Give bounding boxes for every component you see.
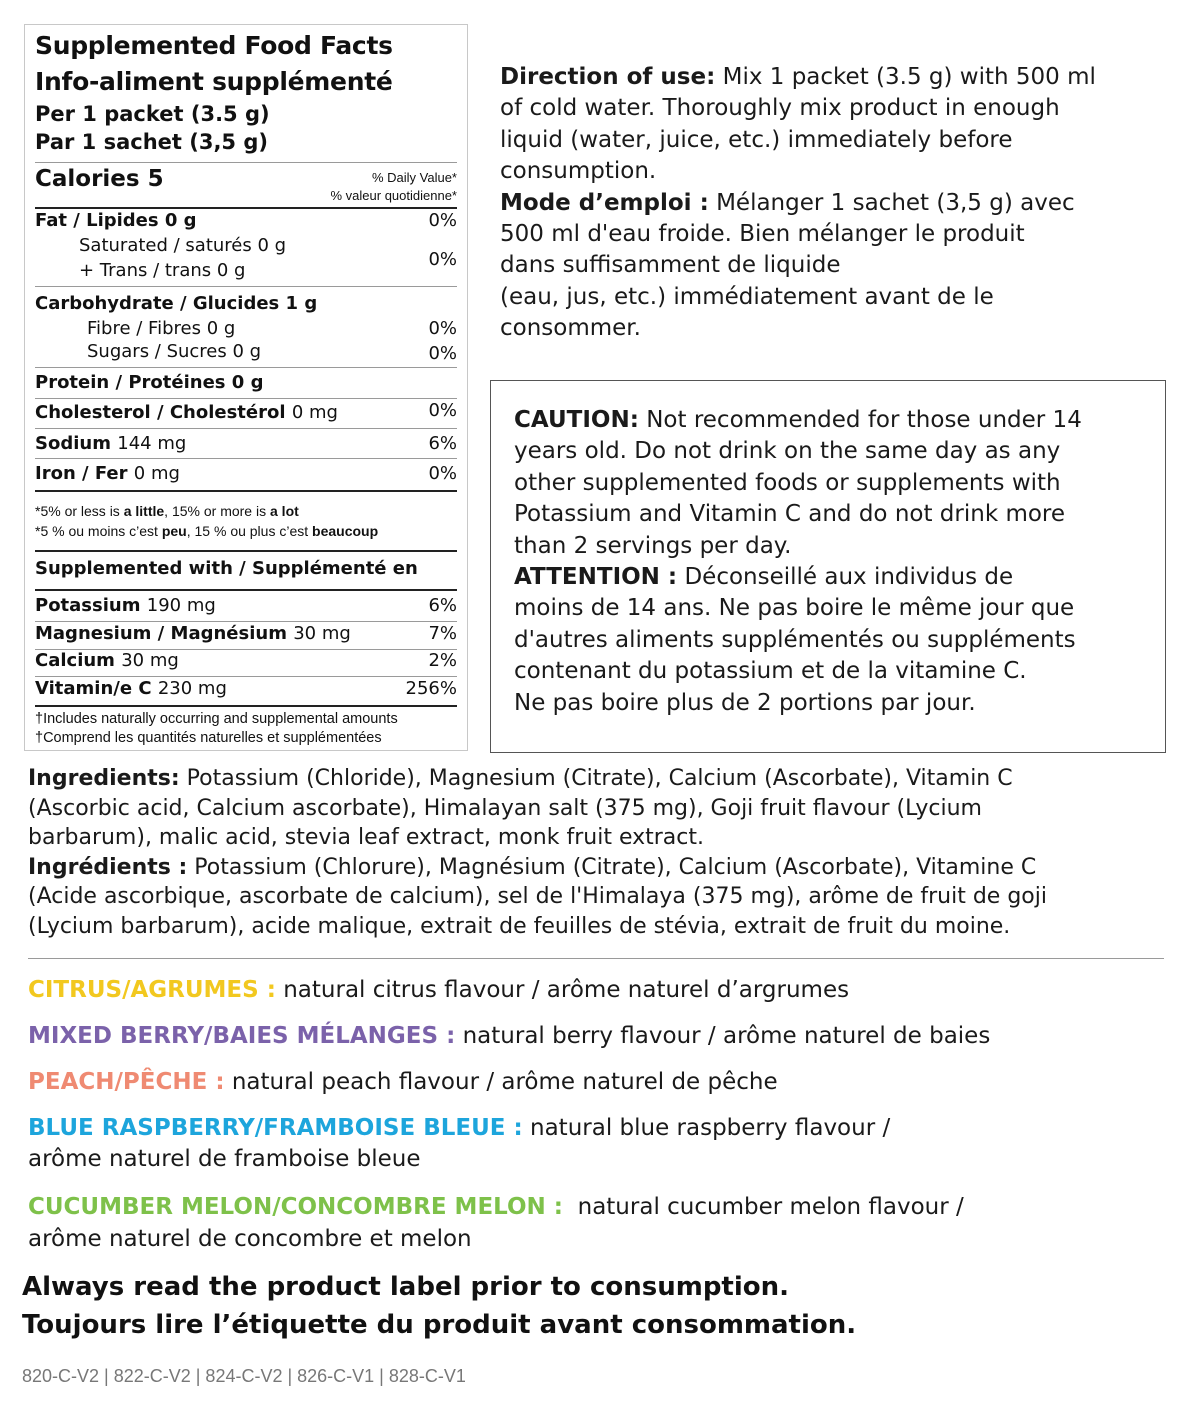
ingredients-en-line: Ingredients: Potassium (Chloride), Magnesium (Citrate), Calcium (Ascorbate), Vitamin C — [28, 766, 1013, 791]
divider-thick — [35, 589, 457, 591]
flavour-name: CITRUS/AGRUMES : — [28, 977, 276, 1003]
flavour-name: CUCUMBER MELON/CONCOMBRE MELON : — [28, 1194, 563, 1220]
note-fr: †Comprend les quantités naturelles et supplémentées — [35, 730, 382, 746]
ingredients-fr-line: Ingrédients : Potassium (Chlorure), Magnésium (Citrate), Calcium (Ascorbate), Vitamine C — [28, 854, 1037, 880]
serving-en: Per 1 packet (3.5 g) — [35, 102, 270, 126]
caution-box — [490, 380, 1166, 753]
divider — [35, 367, 457, 368]
panel-title-en: Supplemented Food Facts — [35, 31, 393, 60]
dv-header-fr: % valeur quotidienne* — [330, 188, 457, 203]
flavour-mixed-berry: MIXED BERRY/BAIES MÉLANGES : natural berry flavour / arôme naturel de baies — [28, 1023, 991, 1049]
divider-thick — [35, 705, 457, 707]
caution-en-line: than 2 servings per day. — [514, 532, 792, 559]
divider — [35, 458, 457, 459]
divider-thick — [35, 490, 457, 492]
footnote-fr: *5 % ou moins c’est peu, 15 % ou plus c’est beaucoup — [35, 523, 379, 539]
caution-fr-line: ATTENTION : Déconseillé aux individus de — [514, 564, 1014, 591]
caution-en-line: Potassium and Vitamin C and do not drink more — [514, 501, 1066, 528]
ingredients-block — [28, 764, 1047, 941]
divider — [35, 428, 457, 429]
flavour-blue-raspberry-line2: arôme naturel de framboise bleue — [28, 1146, 421, 1172]
ingredients-fr-line: (Acide ascorbique, ascorbate de calcium), sel de l'Himalaya (375 mg), arôme de fruit de goji — [28, 884, 1047, 909]
always-read-en: Always read the product label prior to consumption. — [22, 1272, 790, 1302]
caution-fr-line: contenant du potassium et de la vitamine C. — [514, 658, 1027, 685]
divider — [35, 676, 457, 677]
serving-fr: Par 1 sachet (3,5 g) — [35, 130, 268, 154]
dv-header-en: % Daily Value* — [371, 170, 457, 185]
footnote-en: *5% or less is a little, 15% or more is a lot — [35, 503, 299, 519]
ingredients-en-line: (Ascorbic acid, Calcium ascorbate), Himalayan salt (375 mg), Goji fruit flavour (Lycium — [28, 795, 982, 821]
caution-fr-line: d'autres aliments supplémentés ou suppléments — [514, 626, 1076, 653]
caution-en-line: other supplemented foods or supplements with — [514, 469, 1061, 496]
caution-fr-line: moins de 14 ans. Ne pas boire le même jour que — [514, 595, 1075, 622]
directions-block — [500, 62, 1096, 345]
note-en: †Includes naturally occurring and supplemental amounts — [35, 711, 398, 727]
divider — [35, 286, 457, 287]
section-divider — [28, 958, 1164, 959]
flavour-blue-raspberry: BLUE RASPBERRY/FRAMBOISE BLEUE : natural blue raspberry flavour / — [28, 1115, 891, 1141]
directions-en-line: of cold water. Thoroughly mix product in enough — [500, 95, 1060, 122]
flavour-peach: PEACH/PÊCHE : natural peach flavour / arôme naturel de pêche — [28, 1069, 778, 1095]
flavour-name: BLUE RASPBERRY/FRAMBOISE BLEUE : — [28, 1115, 523, 1141]
flavour-cucumber-melon-line2: arôme naturel de concombre et melon — [28, 1226, 472, 1252]
directions-en-line: liquid (water, juice, etc.) immediately before — [500, 126, 1013, 153]
caution-en-line: CAUTION: Not recommended for those under 14 — [514, 407, 1082, 433]
flavour-cucumber-melon: CUCUMBER MELON/CONCOMBRE MELON : natural cucumber melon flavour / — [28, 1194, 964, 1220]
divider — [35, 398, 457, 399]
product-codes: 820-C-V2 | 822-C-V2 | 824-C-V2 | 826-C-V1 | 828-C-V1 — [22, 1366, 466, 1386]
panel-title-fr: Info-aliment supplémenté — [35, 67, 393, 96]
divider — [35, 162, 457, 163]
flavour-name: PEACH/PÊCHE : — [28, 1069, 225, 1095]
always-read-fr: Toujours lire l’étiquette du produit avant consommation. — [22, 1310, 857, 1340]
divider-thick — [35, 207, 457, 209]
directions-fr-line: Mode d’emploi : Mélanger 1 sachet (3,5 g) avec — [500, 189, 1075, 216]
ingredients-fr-line: (Lycium barbarum), acide malique, extrait de feuilles de stévia, extrait de fruit du moine. — [28, 913, 1011, 939]
directions-en-line: consumption. — [500, 158, 657, 185]
directions-fr-line: (eau, jus, etc.) immédiatement avant de le — [500, 283, 994, 310]
caution-en-line: years old. Do not drink on the same day as any — [514, 438, 1061, 465]
divider — [35, 621, 457, 622]
directions-en-line: Direction of use: Mix 1 packet (3.5 g) with 500 ml — [500, 64, 1096, 90]
directions-fr-line: 500 ml d'eau froide. Bien mélanger le produit — [500, 221, 1025, 248]
caution-fr-line: Ne pas boire plus de 2 portions par jour. — [514, 689, 976, 716]
directions-fr-line: dans suffisamment de liquide — [500, 252, 841, 279]
ingredients-en-line: barbarum), malic acid, stevia leaf extract, monk fruit extract. — [28, 825, 704, 850]
directions-fr-line: consommer. — [500, 315, 641, 342]
divider-thick — [35, 550, 457, 552]
nutrition-facts-panel: Supplemented Food Facts Info-aliment supplémenté Per 1 packet (3.5 g) Par 1 sachet (3,5 g) Calories 5 % Daily Value* % valeur quotidienne* Fat / Lipides 0 g 0% Saturated / saturés 0 g + Trans / trans 0 g 0% Carbohydrate / Glucides 1 g Fibre / Fibres 0 g 0% Sugars / Sucres 0 g 0% Protein / Protéines 0 g Cholesterol / Cholestérol 0 mg 0% Sodium 144 mg 6% Iron / Fer 0 mg 0% *5% or less is a little, 15% or more is a lot *5 % ou moins c’est peu, 15 % ou plus c’est beaucoup Supplemented with / Supplémenté en Potassium 190 mg 6% Magnesium / Magnésium 30 mg 7% Calcium 30 mg 2% Vitamin/e C 230 mg 256% †Includes naturally occurring and supplemental amounts †Comprend les quantités naturelles et supplémentées — [24, 24, 468, 751]
calories: Calories 5 — [35, 166, 164, 192]
flavour-name: MIXED BERRY/BAIES MÉLANGES : — [28, 1023, 456, 1049]
flavour-citrus: CITRUS/AGRUMES : natural citrus flavour / arôme naturel d’argrumes — [28, 977, 850, 1003]
